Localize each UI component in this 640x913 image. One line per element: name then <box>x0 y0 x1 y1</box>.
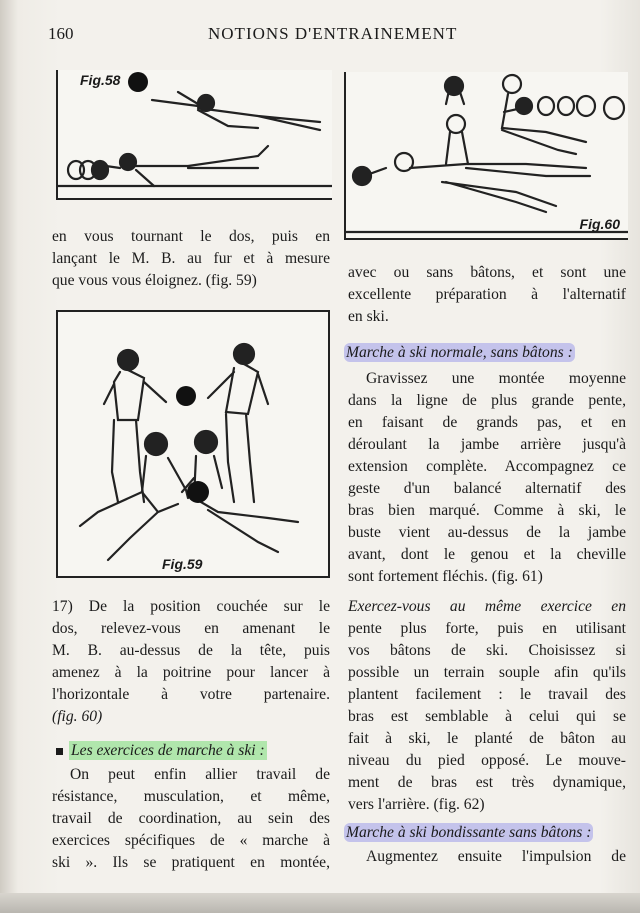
paragraph-exercez-vous <box>348 596 626 816</box>
text-line: M. B. au-dessus de la tête, puis <box>52 642 330 659</box>
page-header <box>48 20 618 48</box>
page-number: 160 <box>48 24 74 43</box>
figure-60-illustration <box>346 72 628 238</box>
text-line: (fig. 60) <box>52 708 103 725</box>
paragraph-marche-normale <box>348 368 626 588</box>
text-line: en ski. <box>348 308 389 325</box>
heading-text: Marche à ski bondissante sans bâtons : <box>346 824 592 841</box>
heading-marche-bondissante <box>344 822 634 844</box>
figure-59-illustration <box>58 312 328 576</box>
text-line: Exercez-vous au même exercice en <box>348 598 626 615</box>
text-line: buste vient au-dessus de la jambe <box>348 524 626 541</box>
figure-58 <box>56 70 332 200</box>
paragraph-augmentez <box>348 846 626 868</box>
caption-fig-58 <box>52 226 330 292</box>
section-heading-marche-a-ski <box>56 740 334 762</box>
text-line: exercices spécifiques de « marche à <box>52 832 330 849</box>
figure-59-label: Fig.59 <box>162 556 203 572</box>
text-line: geste d'un balancé alternatif des <box>348 480 626 497</box>
bullet-icon <box>56 748 63 755</box>
running-title: NOTIONS D'ENTRAINEMENT <box>208 24 458 43</box>
text-line: bras bien marqué. Comme à ski, le <box>348 502 626 519</box>
text-line: On peut enfin allier travail de <box>70 766 330 783</box>
text-line: ment de bras est très dynamique, <box>348 774 626 791</box>
section-heading-text: Les exercices de marche à ski : <box>71 742 265 759</box>
text-line: bras est semblable à celui qui se <box>348 708 626 725</box>
right-intro <box>348 262 626 328</box>
text-line: ski ». Ils se pratiquent en montée, <box>52 854 330 871</box>
text-line: avant, dont le genou et la cheville <box>348 546 626 563</box>
text-line: lançant le M. B. au fur et à mesure <box>52 250 330 267</box>
text-line: fait à ski, le planté de bâton au <box>348 730 626 747</box>
text-line: 17) De la position couchée sur le <box>52 598 330 615</box>
text-line: plantent facilement : le travail des <box>348 686 626 703</box>
text-line: dans la ligne de plus grande pente, <box>348 392 626 409</box>
text-line: en faisant de grands pas, et en <box>348 414 626 431</box>
text-line: vers l'arrière. (fig. 62) <box>348 796 485 813</box>
text-line: l'horizontale à votre partenaire. <box>52 686 330 703</box>
text-line: possible un terrain souple afin qu'ils <box>348 664 626 681</box>
figure-59 <box>56 310 330 578</box>
figure-60-label: Fig.60 <box>579 216 620 232</box>
text-line <box>348 596 626 618</box>
text-line: dos, relevez-vous en amenant le <box>52 620 330 637</box>
heading-text: Marche à ski normale, sans bâtons : <box>346 344 573 361</box>
text-line: pente plus forte, puis en utilisant <box>348 620 626 637</box>
text-line: déroulant la jambe arrière jusqu'à <box>348 436 626 453</box>
text-line: niveau du pied opposé. Le mouve- <box>348 752 626 769</box>
text-line: vos bâtons de ski. Choisissez si <box>348 642 626 659</box>
section-intro-text <box>52 764 330 874</box>
page-bottom-edge <box>0 893 640 913</box>
text-line: excellente préparation à l'alternatif <box>348 286 626 303</box>
text-line: Augmentez ensuite l'impulsion de <box>366 848 626 865</box>
text-line: travail de coordination, au sein des <box>52 810 330 827</box>
text-line: que vous vous éloignez. (fig. 59) <box>52 272 257 289</box>
text-line: amenez à la poitrine pour lancer à <box>52 664 330 681</box>
text-line: extension complète. Accompagnez ce <box>348 458 626 475</box>
figure-58-illustration <box>58 70 332 198</box>
text-line: résistance, musculation, et même, <box>52 788 330 805</box>
text-line: avec ou sans bâtons, et sont une <box>348 264 626 281</box>
figure-60 <box>344 72 628 240</box>
figure-58-label: Fig.58 <box>80 72 121 88</box>
paragraph-17 <box>52 596 330 728</box>
text-line: en vous tournant le dos, puis en <box>52 228 330 245</box>
text-line: sont fortement fléchis. (fig. 61) <box>348 568 543 585</box>
text-line: Gravissez une montée moyenne <box>366 370 626 387</box>
heading-marche-normale <box>344 342 630 364</box>
